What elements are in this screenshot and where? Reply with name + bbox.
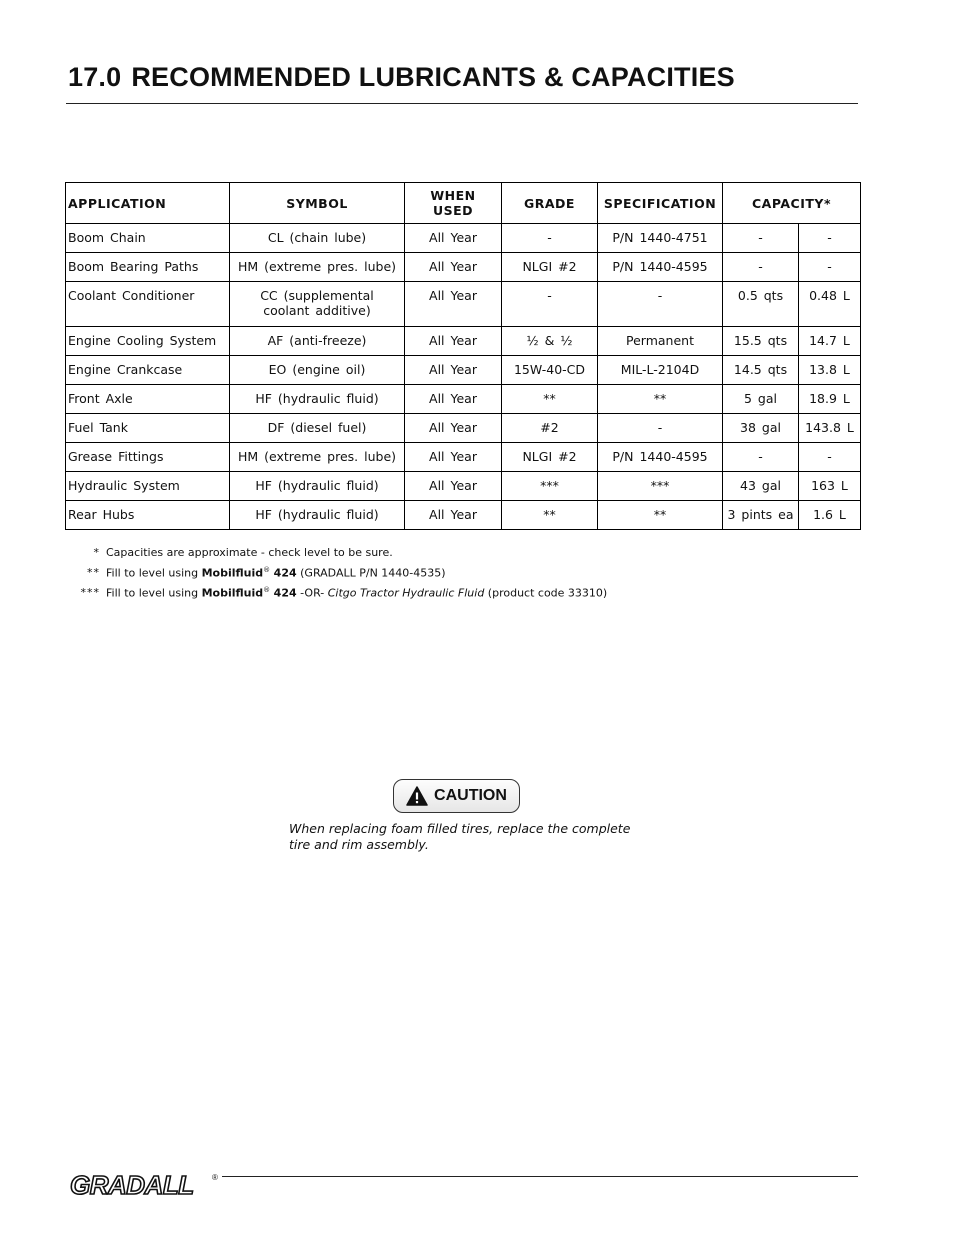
cell-symbol: CC (supplemental coolant additive) <box>230 282 405 327</box>
cell-capacity-metric: 163 L <box>799 472 861 501</box>
table-row <box>66 224 861 253</box>
footnote-part-number: (GRADALL P/N 1440-4535) <box>300 566 446 580</box>
alternate-product: Citgo Tractor Hydraulic Fluid <box>327 586 485 600</box>
cell-when-used: All Year <box>405 327 502 356</box>
cell-specification: P/N 1440-4595 <box>598 253 723 282</box>
product-number: 424 <box>273 566 297 580</box>
cell-when-used: All Year <box>405 282 502 327</box>
caution-label: CAUTION <box>434 787 507 804</box>
cell-specification: Permanent <box>598 327 723 356</box>
table-row <box>66 356 861 385</box>
footnote-product-code: (product code 33310) <box>487 586 608 600</box>
table-row <box>66 501 861 530</box>
cell-when-used: All Year <box>405 253 502 282</box>
cell-capacity-us: 3 pints ea <box>723 501 799 530</box>
cell-grade: - <box>502 282 598 327</box>
cell-capacity-us: 5 gal <box>723 385 799 414</box>
cell-grade: ** <box>502 501 598 530</box>
cell-specification: ** <box>598 501 723 530</box>
caution-message: When replacing foam filled tires, replace the complete tire and rim assembly. <box>289 821 631 852</box>
cell-grade: ** <box>502 385 598 414</box>
footnote-2 <box>70 562 607 582</box>
cell-symbol: HF (hydraulic fluid) <box>230 472 405 501</box>
cell-capacity-metric: 0.48 L <box>799 282 861 327</box>
footnote-text: Capacities are approximate - check level to be sure. <box>106 546 393 559</box>
cell-when-used: All Year <box>405 356 502 385</box>
cell-specification: - <box>598 414 723 443</box>
table-row <box>66 385 861 414</box>
cell-application: Hydraulic System <box>66 472 230 501</box>
footnote-text: Fill to level using <box>106 586 199 600</box>
footnote-1 <box>70 545 607 562</box>
header-grade: GRADE <box>502 183 598 224</box>
cell-capacity-us: - <box>723 224 799 253</box>
cell-when-used: All Year <box>405 224 502 253</box>
cell-symbol: HF (hydraulic fluid) <box>230 385 405 414</box>
cell-application: Grease Fittings <box>66 443 230 472</box>
cell-grade: - <box>502 224 598 253</box>
product-number: 424 <box>273 586 297 600</box>
cell-grade: #2 <box>502 414 598 443</box>
product-brand: Mobilfluid <box>201 586 264 600</box>
cell-capacity-us: 0.5 qts <box>723 282 799 327</box>
cell-specification: *** <box>598 472 723 501</box>
gradall-logo <box>68 1170 220 1202</box>
footnote-3 <box>70 582 607 602</box>
section-title <box>68 62 735 93</box>
cell-capacity-us: 14.5 qts <box>723 356 799 385</box>
cell-application: Engine Crankcase <box>66 356 230 385</box>
cell-capacity-us: - <box>723 253 799 282</box>
header-capacity: CAPACITY* <box>723 183 861 224</box>
logo-wordmark: GRADALL <box>70 1170 194 1198</box>
cell-grade: NLGI #2 <box>502 253 598 282</box>
table-row <box>66 472 861 501</box>
cell-symbol: CL (chain lube) <box>230 224 405 253</box>
footnote-mark: * <box>93 546 100 559</box>
cell-grade: ½ & ½ <box>502 327 598 356</box>
table-row <box>66 414 861 443</box>
header-symbol: SYMBOL <box>230 183 405 224</box>
cell-capacity-us: 15.5 qts <box>723 327 799 356</box>
cell-when-used: All Year <box>405 472 502 501</box>
registered-mark: ® <box>263 585 271 594</box>
footnote-text: Fill to level using <box>106 566 199 580</box>
cell-grade: *** <box>502 472 598 501</box>
cell-capacity-us: 43 gal <box>723 472 799 501</box>
cell-symbol: EO (engine oil) <box>230 356 405 385</box>
cell-symbol: AF (anti-freeze) <box>230 327 405 356</box>
table-row <box>66 327 861 356</box>
table-row <box>66 253 861 282</box>
cell-capacity-metric: 18.9 L <box>799 385 861 414</box>
cell-when-used: All Year <box>405 501 502 530</box>
cell-symbol: HF (hydraulic fluid) <box>230 501 405 530</box>
cell-application: Fuel Tank <box>66 414 230 443</box>
product-brand: Mobilfluid <box>201 566 264 580</box>
cell-specification: P/N 1440-4595 <box>598 443 723 472</box>
caution-badge <box>393 779 520 813</box>
footnotes <box>70 545 607 602</box>
section-heading: RECOMMENDED LUBRICANTS & CAPACITIES <box>131 62 735 92</box>
header-when-used: WHEN USED <box>405 183 502 224</box>
footnote-mark: ** <box>87 566 100 580</box>
cell-symbol: DF (diesel fuel) <box>230 414 405 443</box>
cell-when-used: All Year <box>405 443 502 472</box>
cell-application: Front Axle <box>66 385 230 414</box>
header-specification: SPECIFICATION <box>598 183 723 224</box>
cell-capacity-metric: 1.6 L <box>799 501 861 530</box>
table-row <box>66 282 861 327</box>
cell-when-used: All Year <box>405 385 502 414</box>
cell-specification: ** <box>598 385 723 414</box>
table-header-row <box>66 183 861 224</box>
cell-capacity-metric: 143.8 L <box>799 414 861 443</box>
cell-capacity-metric: - <box>799 443 861 472</box>
cell-specification: P/N 1440-4751 <box>598 224 723 253</box>
header-application: APPLICATION <box>66 183 230 224</box>
cell-capacity-metric: 14.7 L <box>799 327 861 356</box>
cell-grade: NLGI #2 <box>502 443 598 472</box>
cell-application: Coolant Conditioner <box>66 282 230 327</box>
footnote-or: -OR- <box>300 586 325 600</box>
cell-grade: 15W-40-CD <box>502 356 598 385</box>
cell-application: Rear Hubs <box>66 501 230 530</box>
cell-capacity-us: 38 gal <box>723 414 799 443</box>
cell-application: Engine Cooling System <box>66 327 230 356</box>
cell-capacity-metric: 13.8 L <box>799 356 861 385</box>
cell-application: Boom Chain <box>66 224 230 253</box>
cell-application: Boom Bearing Paths <box>66 253 230 282</box>
cell-symbol: HM (extreme pres. lube) <box>230 253 405 282</box>
cell-symbol: HM (extreme pres. lube) <box>230 443 405 472</box>
cell-capacity-metric: - <box>799 253 861 282</box>
registered-mark: ® <box>263 565 271 574</box>
cell-capacity-metric: - <box>799 224 861 253</box>
footer-divider <box>222 1176 858 1177</box>
cell-when-used: All Year <box>405 414 502 443</box>
section-number: 17.0 <box>68 62 122 92</box>
logo-registered-mark: ® <box>212 1173 218 1182</box>
cell-capacity-us: - <box>723 443 799 472</box>
cell-specification: MIL-L-2104D <box>598 356 723 385</box>
table-row <box>66 443 861 472</box>
title-divider <box>66 103 858 104</box>
cell-specification: - <box>598 282 723 327</box>
lubricants-table <box>65 182 861 530</box>
footnote-mark: *** <box>80 586 100 600</box>
warning-triangle-icon <box>406 786 428 806</box>
